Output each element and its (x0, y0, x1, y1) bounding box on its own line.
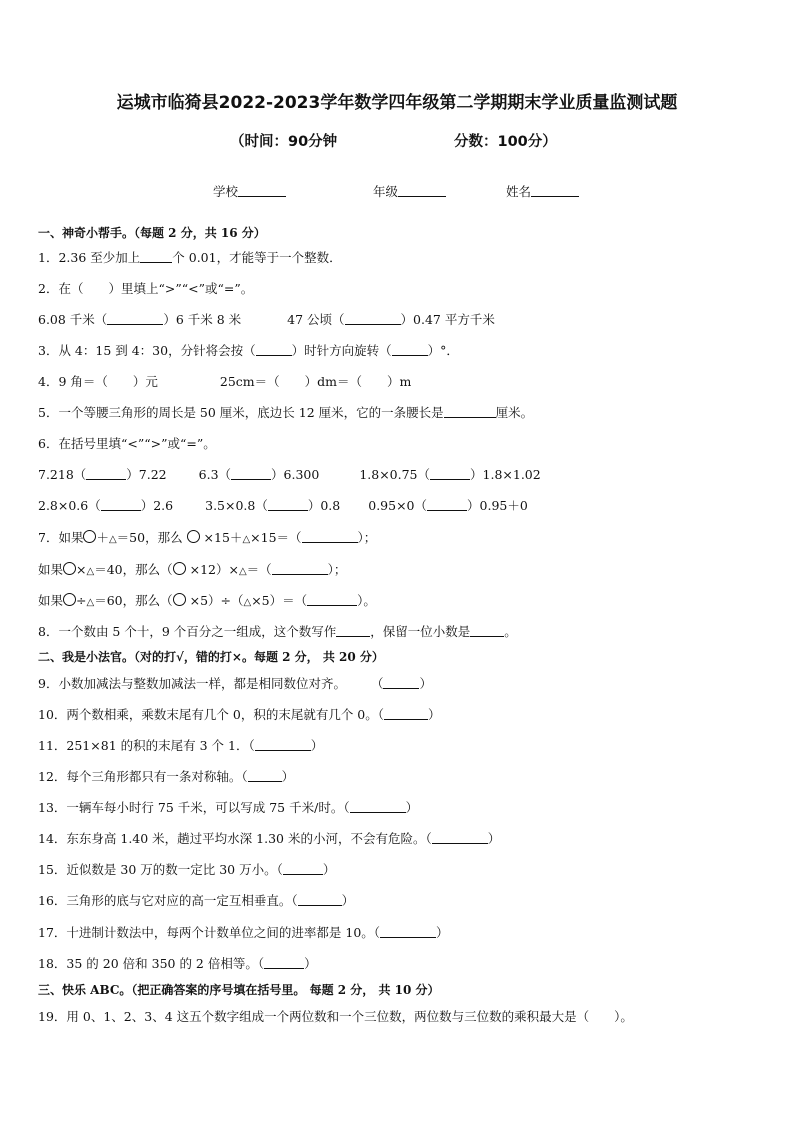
triangle-symbol: △ (108, 534, 117, 545)
answer-blank[interactable] (283, 862, 323, 875)
section2-heading: 二、我是小法官。（对的打√，错的打×。每题 2 分， 共 20 分） (38, 650, 384, 664)
answer-blank[interactable] (264, 956, 304, 969)
triangle-symbol: △ (86, 597, 95, 608)
answer-blank[interactable] (101, 498, 141, 511)
grade-label: 年级 (373, 184, 399, 199)
triangle-symbol: △ (238, 566, 247, 577)
question-15: 15．近似数是 30 万的数一定比 30 万小。（ ） (38, 862, 336, 877)
question-17: 17．十进制计数法中，每两个计数单位之间的进率都是 10。（ ） (38, 925, 449, 940)
question-9: 9．小数加减法与整数加减法一样，都是相同数位对齐。 （ ） (38, 676, 432, 691)
circle-symbol (63, 562, 76, 575)
answer-blank[interactable] (255, 738, 311, 751)
section3-heading: 三、快乐 ABC。（把正确答案的序号填在括号里。 每题 2 分， 共 10 分） (38, 983, 440, 997)
question-3: 3．从 4：15 到 4：30，分针将会按（ ）时针方向旋转（ ）°． (38, 343, 459, 358)
name-field (506, 182, 579, 200)
question-7-line-1: 7．如果 ＋△＝50，那么 ×15＋△×15＝（ ）； (38, 530, 377, 545)
answer-blank[interactable] (427, 498, 467, 511)
answer-blank[interactable] (140, 250, 172, 263)
question-6-row-2: 2.8×0.6（ ）2.6 3.5×0.8（ ）0.8 0.95×0（ ）0.95＋0 (38, 498, 528, 513)
total-score: 分数：100分） (454, 134, 557, 150)
question-4: 4．9 角＝（ ）元 25cm＝（ ）dm＝（ ）m (38, 374, 412, 389)
question-2: 2．在（ ）里填上“>”“<”或“=”。 (38, 281, 254, 296)
question-1: 1．2.36 至少加上 个 0.01，才能等于一个整数． (38, 250, 342, 265)
answer-blank[interactable] (268, 498, 308, 511)
answer-blank[interactable] (392, 343, 428, 356)
question-12: 12．每个三角形都只有一条对称轴。（ ） (38, 769, 295, 784)
circle-symbol (63, 593, 76, 606)
question-14: 14．东东身高 1.40 米，趟过平均水深 1.30 米的小河，不会有危险。（ ） (38, 831, 501, 846)
grade-field (373, 182, 446, 200)
answer-blank[interactable] (231, 467, 271, 480)
answer-blank[interactable] (298, 893, 342, 906)
triangle-symbol: △ (86, 566, 95, 577)
exam-title: 运城市临猗县2022-2023学年数学四年级第二学期期末学业质量监测试题 (116, 93, 678, 113)
answer-blank[interactable] (302, 530, 358, 543)
section1-heading: 一、神奇小帮手。（每题 2 分，共 16 分） (38, 226, 266, 240)
question-11: 11．251×81 的积的末尾有 3 个 1．（ ） (38, 738, 324, 753)
answer-blank[interactable] (336, 624, 370, 637)
answer-blank[interactable] (470, 624, 504, 637)
answer-blank[interactable] (432, 831, 488, 844)
school-label: 学校 (213, 184, 239, 199)
answer-blank[interactable] (107, 312, 163, 325)
question-6-row-1: 7.218（ ）7.22 6.3（ ）6.300 1.8×0.75（ ）1.8×1.02 (38, 467, 541, 482)
question-7-line-3: 如果 ÷△＝60，那么（ ×5）÷（△×5）＝（ ）。 (38, 593, 376, 608)
answer-blank[interactable] (86, 467, 126, 480)
question-5: 5．一个等腰三角形的周长是 50 厘米，底边长 12 厘米，它的一条腰长是 厘米。 (38, 405, 534, 420)
answer-blank[interactable] (383, 676, 419, 689)
question-10: 10．两个数相乘，乘数末尾有几个 0，积的末尾就有几个 0。（ ） (38, 707, 441, 722)
circle-symbol (187, 530, 200, 543)
time-limit: （时间：90分钟 (230, 134, 338, 150)
question-18: 18．35 的 20 倍和 350 的 2 倍相等。（ ） (38, 956, 317, 971)
triangle-symbol: △ (242, 534, 251, 545)
school-blank[interactable] (238, 184, 286, 197)
answer-blank[interactable] (350, 800, 406, 813)
name-label: 姓名 (506, 184, 532, 199)
question-16: 16．三角形的底与它对应的高一定互相垂直。（ ） (38, 893, 355, 908)
circle-symbol (173, 562, 186, 575)
answer-blank[interactable] (444, 405, 496, 418)
answer-blank[interactable] (430, 467, 470, 480)
answer-blank[interactable] (384, 707, 428, 720)
triangle-symbol: △ (243, 597, 252, 608)
school-field (213, 182, 286, 200)
question-6: 6．在括号里填“<”“>”或“=”。 (38, 436, 216, 451)
answer-blank[interactable] (272, 562, 328, 575)
answer-blank[interactable] (248, 769, 282, 782)
answer-blank[interactable] (345, 312, 401, 325)
answer-blank[interactable] (256, 343, 292, 356)
question-2-row: 6.08 千米（ ）6 千米 8 米 47 公顷（ ）0.47 平方千米 (38, 312, 495, 327)
answer-blank[interactable] (307, 593, 357, 606)
question-8: 8．一个数由 5 个十，9 个百分之一组成，这个数写作 ，保留一位小数是 。 (38, 624, 517, 639)
circle-symbol (83, 530, 96, 543)
answer-blank[interactable] (380, 925, 436, 938)
question-13: 13．一辆车每小时行 75 千米，可以写成 75 千米/时。（ ） (38, 800, 419, 815)
question-19: 19．用 0、1、2、3、4 这五个数字组成一个两位数和一个三位数，两位数与三位数的乘积最大是（ ）。 (38, 1009, 633, 1024)
circle-symbol (173, 593, 186, 606)
grade-blank[interactable] (398, 184, 446, 197)
name-blank[interactable] (531, 184, 579, 197)
question-7-line-2: 如果 ×△＝40，那么（ ×12）×△＝（ ）； (38, 562, 347, 577)
